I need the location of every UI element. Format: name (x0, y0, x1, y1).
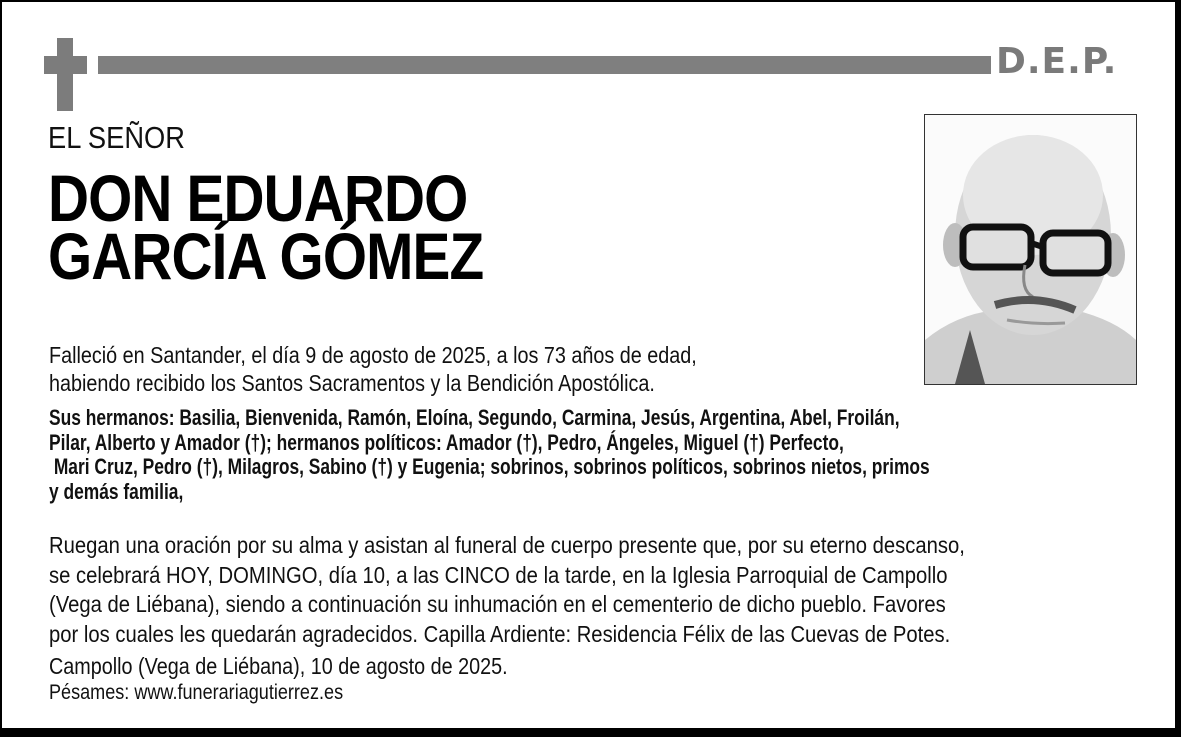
portrait-icon (925, 115, 1136, 384)
family-list (49, 406, 930, 504)
place-date: Campollo (Vega de Liébana), 10 de agosto de 2025. (49, 653, 508, 679)
text-line: habiendo recibido los Santos Sacramentos y la Bendición Apostólica. (49, 370, 655, 396)
dep-label: D.E.P. (996, 41, 1118, 82)
text-line: y demás familia, (49, 478, 184, 504)
name-line-1: DON EDUARDO (48, 161, 468, 235)
text-line: por los cuales les quedarán agradecidos. Capilla Ardiente: Residencia Félix de las Cuevas de Potes. (49, 620, 951, 647)
death-notice (49, 341, 697, 397)
text-line: Mari Cruz, Pedro (†), Milagros, Sabino (†) y Eugenia; sobrinos, sobrinos políticos, sobrinos nietos, primos (49, 454, 930, 479)
text-line: (Vega de Liébana), siendo a continuación su inhumación en el cementerio de dicho pueblo. Favores (49, 591, 946, 617)
text-line: se celebrará HOY, DOMINGO, día 10, a las CINCO de la tarde, en la Iglesia Parroquial de Campollo (49, 561, 948, 588)
condolences-link[interactable]: Pésames: www.funerariagutierrez.es (49, 681, 344, 704)
text-line: Falleció en Santander, el día 9 de agosto de 2025, a los 73 años de edad, (49, 342, 697, 368)
text-line: Sus hermanos: Basilia, Bienvenida, Ramón, Eloína, Segundo, Carmina, Jesús, Argentina, Abel, Froilán, (49, 405, 900, 430)
name-line-2: GARCÍA GÓMEZ (48, 219, 484, 293)
header-rule (98, 56, 991, 74)
deceased-name (48, 161, 484, 293)
text-line: Pilar, Alberto y Amador (†); hermanos políticos: Amador (†), Pedro, Ángeles, Miguel (†) Perfecto, (49, 429, 844, 455)
text-line: Ruegan una oración por su alma y asistan al funeral de cuerpo presente que, por su eterno descanso, (49, 532, 965, 558)
funeral-details (49, 531, 965, 649)
honorific: EL SEÑOR (48, 120, 185, 155)
portrait-photo (924, 114, 1137, 385)
